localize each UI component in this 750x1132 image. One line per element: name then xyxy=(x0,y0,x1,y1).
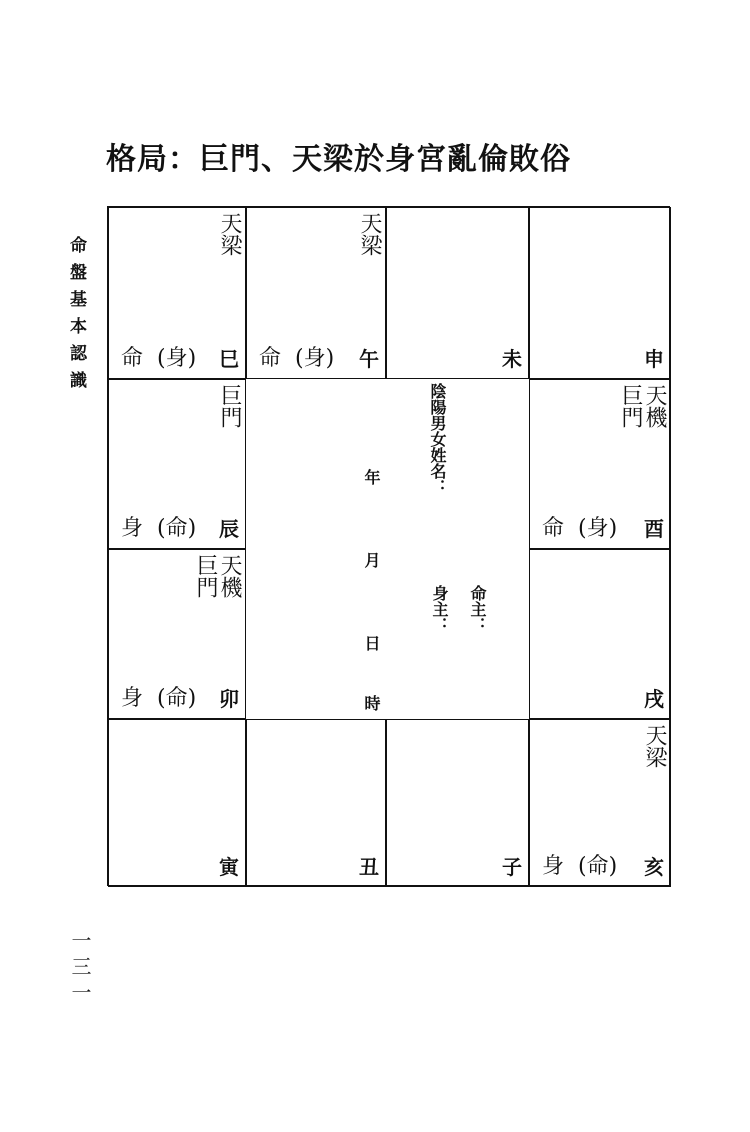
star-name: 天梁 xyxy=(357,212,382,256)
palace-footer xyxy=(542,516,664,542)
palace-cell-mao xyxy=(108,549,246,719)
earthly-branch-label: 巳 xyxy=(219,347,239,371)
date-day: 日 xyxy=(362,635,381,651)
star-list xyxy=(357,212,381,256)
palace-cell-chen xyxy=(108,379,246,549)
palace-footer xyxy=(121,854,239,880)
earthly-branch-label: 午 xyxy=(359,347,379,371)
star-list xyxy=(618,384,666,428)
star-name: 天機 xyxy=(217,554,242,598)
earthly-branch-label: 丑 xyxy=(359,855,379,879)
name-field: 陰陽男女姓名： xyxy=(428,383,447,495)
star-name: 巨門 xyxy=(193,554,218,598)
palace-footer xyxy=(542,854,664,880)
earthly-branch-label: 子 xyxy=(502,855,522,879)
page-title: 格局：巨門、天梁於身宮亂倫敗俗 xyxy=(106,142,571,177)
palace-cell-zi xyxy=(386,719,529,887)
star-name: 天梁 xyxy=(217,212,242,256)
palace-cell-hai xyxy=(529,719,671,887)
palace-primary-label: 命 xyxy=(121,346,144,371)
palace-cell-si xyxy=(108,207,246,379)
page-number: 一三一 xyxy=(68,930,92,1008)
star-list xyxy=(193,554,241,598)
palace-secondary-label: (身) xyxy=(295,346,335,371)
earthly-branch-label: 未 xyxy=(502,347,522,371)
palace-secondary-label: (身) xyxy=(578,516,618,541)
shen-zhu-field: 身主： xyxy=(430,585,449,633)
star-list xyxy=(217,384,241,428)
palace-footer xyxy=(399,346,522,372)
chart-grid xyxy=(107,206,670,886)
palace-footer xyxy=(121,346,239,372)
star-name: 天機 xyxy=(642,384,667,428)
star-list xyxy=(217,212,241,256)
earthly-branch-label: 酉 xyxy=(644,517,664,541)
date-month: 月 xyxy=(362,552,381,568)
star-name: 天梁 xyxy=(642,724,667,768)
palace-cell-yin xyxy=(108,719,246,887)
earthly-branch-label: 寅 xyxy=(219,855,239,879)
star-name: 巨門 xyxy=(217,384,242,428)
palace-cell-wei xyxy=(386,207,529,379)
earthly-branch-label: 卯 xyxy=(219,687,239,711)
earthly-branch-label: 戌 xyxy=(644,687,664,711)
star-name: 巨門 xyxy=(618,384,643,428)
ming-zhu-field: 命主： xyxy=(468,585,487,633)
palace-footer xyxy=(542,686,664,712)
palace-footer xyxy=(259,346,379,372)
date-hour: 時 xyxy=(362,695,381,711)
palace-primary-label: 命 xyxy=(259,346,282,371)
earthly-branch-label: 辰 xyxy=(219,517,239,541)
palace-cell-xu xyxy=(529,549,671,719)
palace-cell-wu xyxy=(246,207,386,379)
palace-secondary-label: (命) xyxy=(157,516,197,541)
palace-secondary-label: (身) xyxy=(157,346,197,371)
palace-cell-chou xyxy=(246,719,386,887)
palace-secondary-label: (命) xyxy=(157,686,197,711)
earthly-branch-label: 亥 xyxy=(644,855,664,879)
star-list xyxy=(642,724,666,768)
date-year: 年 xyxy=(362,469,381,485)
palace-primary-label: 身 xyxy=(121,516,144,541)
palace-footer xyxy=(399,854,522,880)
palace-secondary-label: (命) xyxy=(578,854,618,879)
palace-cell-you xyxy=(529,379,671,549)
earthly-branch-label: 申 xyxy=(644,347,664,371)
palace-footer xyxy=(121,686,239,712)
palace-primary-label: 身 xyxy=(542,854,565,879)
palace-primary-label: 身 xyxy=(121,686,144,711)
palace-cell-shen xyxy=(529,207,671,379)
palace-primary-label: 命 xyxy=(542,516,565,541)
palace-footer xyxy=(121,516,239,542)
side-label: 命盤基本認識 xyxy=(66,236,86,398)
palace-footer xyxy=(542,346,664,372)
palace-footer xyxy=(259,854,379,880)
